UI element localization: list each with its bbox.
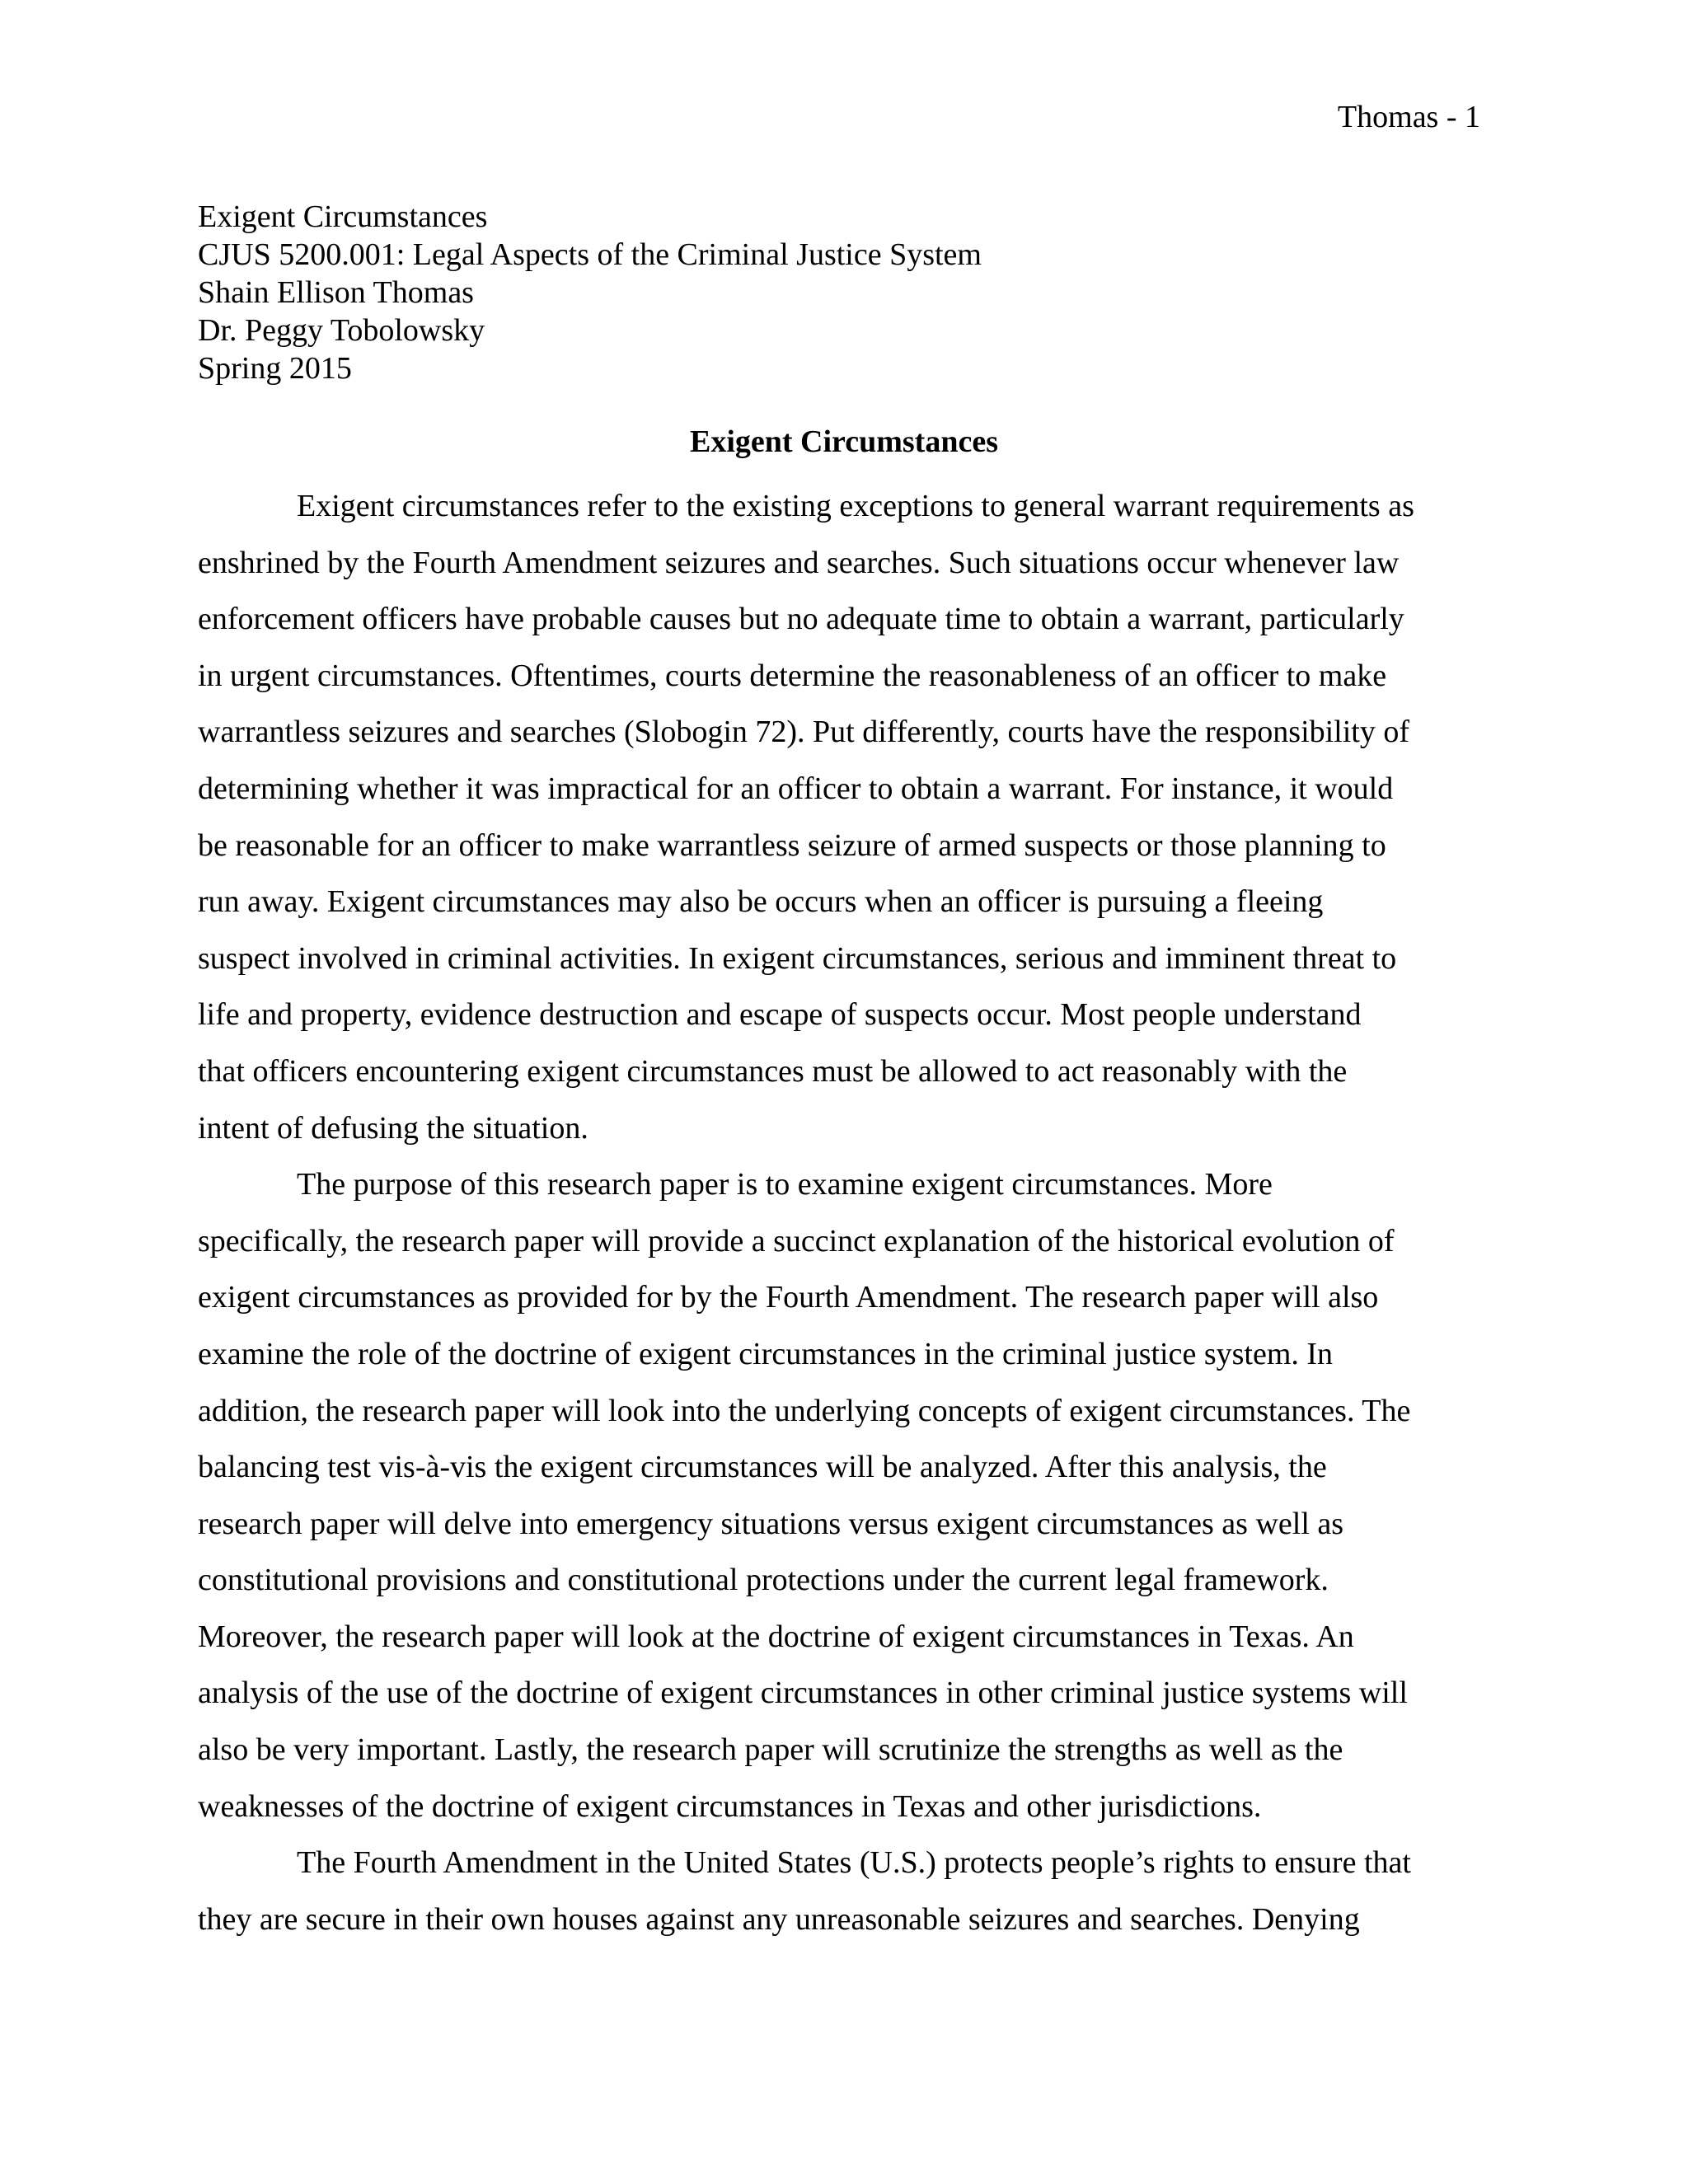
paragraph-1-line: Exigent circumstances refer to the existing exceptions to general warrant requirements as (297, 489, 1414, 523)
heading-instructor: Dr. Peggy Tobolowsky (198, 313, 485, 348)
paragraph-2-line: addition, the research paper will look into the underlying concepts of exigent circumstances. The (198, 1393, 1411, 1428)
paragraph-2-line: balancing test vis-à-vis the exigent circumstances will be analyzed. After this analysis, the (198, 1450, 1327, 1485)
paragraph-1-line: warrantless seizures and searches (Slobogin 72). Put differently, courts have the responsibility of (198, 715, 1410, 750)
paragraph-2-line: Moreover, the research paper will look at the doctrine of exigent circumstances in Texas. An (198, 1619, 1354, 1654)
paragraph-1-line: in urgent circumstances. Oftentimes, courts determine the reasonableness of an officer to make (198, 658, 1387, 693)
paragraph-1-line: enforcement officers have probable causes but no adequate time to obtain a warrant, particularly (198, 602, 1404, 637)
paragraph-3-line: The Fourth Amendment in the United States (U.S.) protects people’s rights to ensure that (297, 1845, 1411, 1881)
paragraph-1-line: intent of defusing the situation. (198, 1110, 588, 1146)
paragraph-1-line: life and property, evidence destruction and escape of suspects occur. Most people understand (198, 997, 1362, 1033)
body-text (198, 485, 1490, 1954)
paragraph-2-line: The purpose of this research paper is to examine exigent circumstances. More (297, 1167, 1273, 1202)
paragraph-1-line: run away. Exigent circumstances may also be occurs when an officer is pursuing a fleeing (198, 884, 1324, 920)
heading-block (198, 198, 1517, 387)
paragraph-2-line: also be very important. Lastly, the research paper will scrutinize the strengths as well as the (198, 1732, 1343, 1768)
paragraph-2-line: examine the role of the doctrine of exigent circumstances in the criminal justice system. In (198, 1336, 1334, 1371)
running-header: Thomas - 1 (1337, 100, 1480, 134)
paragraph-2-line: weaknesses of the doctrine of exigent circumstances in Texas and other jurisdictions. (198, 1788, 1262, 1824)
heading-term: Spring 2015 (198, 351, 352, 386)
paper-title: Exigent Circumstances (690, 424, 998, 459)
paragraph-2-line: research paper will delve into emergency situations versus exigent circumstances as well as (198, 1506, 1344, 1541)
paragraph-2-line: constitutional provisions and constitutional protections under the current legal framework. (198, 1563, 1329, 1598)
heading-author: Shain Ellison Thomas (198, 275, 474, 310)
paragraph-1-line: that officers encountering exigent circumstances must be allowed to act reasonably with the (198, 1053, 1348, 1089)
paragraph-1-line: enshrined by the Fourth Amendment seizures and searches. Such situations occur whenever law (198, 545, 1400, 580)
paragraph-2-line: specifically, the research paper will provide a succinct explanation of the historical evolution of (198, 1223, 1395, 1258)
paragraph-2-line: analysis of the use of the doctrine of exigent circumstances in other criminal justice systems will (198, 1675, 1408, 1711)
paragraph-1-line: be reasonable for an officer to make warrantless seizure of armed suspects or those planning to (198, 827, 1386, 863)
paragraph-2-line: exigent circumstances as provided for by the Fourth Amendment. The research paper will also (198, 1280, 1379, 1315)
paragraph-3-line: they are secure in their own houses against any unreasonable seizures and searches. Denying (198, 1901, 1360, 1937)
paragraph-1-line: determining whether it was impractical for an officer to obtain a warrant. For instance, it would (198, 771, 1394, 806)
heading-course: CJUS 5200.001: Legal Aspects of the Criminal Justice System (198, 237, 982, 272)
paragraph-1-line: suspect involved in criminal activities. In exigent circumstances, serious and imminent threat to (198, 940, 1397, 976)
heading-paper-name: Exigent Circumstances (198, 199, 488, 234)
